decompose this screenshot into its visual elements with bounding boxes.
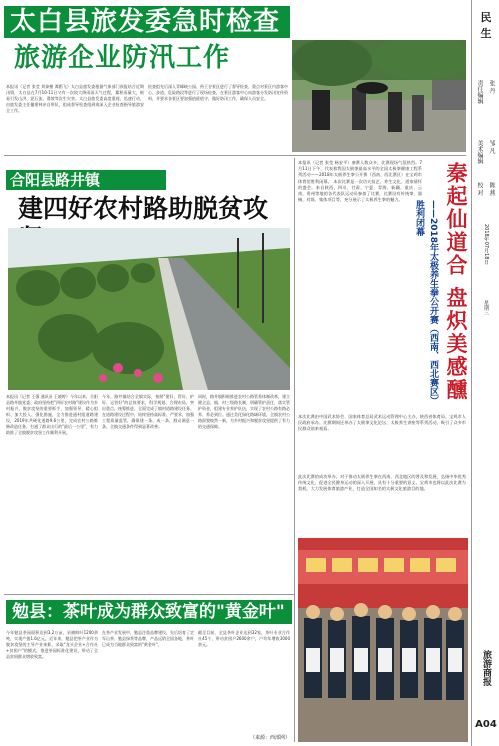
feature-body: 本次比赛是一次功夫技艺、养生文化、道家情怀的盛会。来自陕西、四川、甘肃、宁夏、青海、新疆、重庆、云南、贵州等地的各代表队运动员参加了比赛，比赛设有传统拳、器械、对练、集体项目等，充分展示了太极养生拳的魅力。 — [298, 178, 422, 203]
flood-check-photo — [292, 40, 466, 152]
ceremony-photo — [298, 538, 468, 742]
article-4-col-2: 在茶产业发展中，勉县注重品牌建设，先后培育了定军山茶、勉县绿茶等品牌，产品远销全国各地，茶叶已成为当地群众致富的"黄金叶"。 — [102, 630, 194, 647]
designer-name: 邹 凡 — [488, 140, 495, 154]
divider — [4, 155, 466, 156]
feature-col-2: 本次比赛由中国武术协会、国家体育总局武术运动管理中心主办，陕西省体育局、宝鸡市人民政府承办。比赛期间还举办了太极拳文化论坛、太极养生讲座等系列活动，吸引了众多市民群众前来观看。 — [298, 414, 466, 432]
feature-col-3: 此次比赛的成功举办，对于推动太极养生拳在西南、西北地区的普及和发展，弘扬中华优秀传统文化，促进全民健身运动的深入开展，具有十分重要的意义。宝鸡市也将以此次比赛为契机，大力发展体育旅游产业，打造全国知名的太极文化旅游目的地。 — [298, 474, 466, 492]
proof-name: 陈 燕 — [488, 182, 495, 196]
article-3-col-2: 今年，路井镇结合全镇实际，按照"建好、管好、护好、运营好"的总体要求，科学规划、合理布局，突出重点，统筹推进，全面完成了镇村道路建设任务。在道路建设过程中，始终坚持高标准、严要求，加强工程质量监管，确保建一条、成一条、群众满意一条，全镇交通条件得到显著改善。 — [102, 394, 194, 429]
feature-vertical-title: 秦起仙道合 盘炽美感醺 — [444, 162, 468, 402]
editor-label: 责任编辑 — [476, 80, 483, 104]
source-4: （来源：西部网） — [249, 735, 290, 741]
article-4-col-1: 今年勉县茶园面积达到3.2万亩，采摘鲜叶1200余吨，实现产值1.6亿元。近年来，勉县把茶产业作为脱贫攻坚的主导产业来抓，采取"龙头企业+合作社+贫困户"的模式，推进茶园标准化建设，带动了全县贫困群众增收致富。 — [6, 630, 98, 659]
road-photo — [8, 228, 290, 390]
article-1-col-1: 本报讯（记者 张莹 刘泰楷 谭鸥飞）太白县旅发委根据气象部门预报结合近期汛情，太白县在7月10-11日又有一次较大降雨雨天气过程，累积雨量大，极易引发山洪、泥石流、滑坡等次生灾害。太白县旅发委高度重视，迅速行动，由旅发委主任徽建林亲自带队，组成督导检查组到南深入企业检查指导旅游安全工作。 — [6, 84, 144, 113]
proof-label: 校 对 — [476, 182, 483, 196]
headline-1: 太白县旅发委急时检查 — [10, 7, 281, 37]
article-4-col-3: 截至目前，全县茶叶企业达到32家，茶叶专业合作社45个，带动贫困户2600余户，户均年增收3000余元。 — [198, 630, 290, 647]
headline-3: 建四好农村路助脱贫攻 — [18, 194, 269, 223]
article-1-col-2: 检查组先后深入青峰峡公园、药王谷景区进行了督导检查，重点对景区内游客中心、步道、危险路段等进行了现场检查，在景区游客中心向游客分发防汛宣传资料，并要求各景区要加强值班值守，做好防汛工作，确保人员安全。 — [148, 84, 288, 101]
feature-col-1 — [298, 160, 422, 410]
headline-banner-1 — [4, 6, 290, 38]
divider — [4, 594, 294, 595]
designer-label: 美术编辑 — [476, 140, 483, 164]
page-sidebar — [471, 0, 499, 746]
feature-byline: 本报讯（记者 张莹 杨安平）参赛人数众多，比赛现场气氛热烈。7月11日下午，代表着我国太极拳最高水平的全国太极拳健康工程系列活动——2018年太极养生拳公开赛（西南、西北赛区）在宝鸡市体育馆胜利闭幕。 — [298, 160, 422, 184]
article-3-col-1: 本报讯（记者 王强 通讯员 王晓婷）今年以来，合阳县路井镇党委、政府坚持把"四好农村路"建设作为乡村振兴、脱贫攻坚的重要抓手，加强领导、精心组织、加大投入、强化措施，全力推进通村组道路建设，2019年共硬化道路9.6公里，完成农村公路维修改造任务，打通了群众出行的"最后一公里"，有力助推了全镇脱贫攻坚工作顺利开展。 — [6, 394, 98, 435]
page-number: A04 — [475, 719, 497, 730]
section-name: 民 生 — [480, 11, 492, 40]
issue-date: 2018年07月18日 — [483, 224, 489, 265]
paper-name: 旅游商报 — [481, 650, 491, 686]
headline-2: 旅游企业防汛工作 — [14, 43, 231, 73]
headline-4: 勉县：茶叶成为群众致富的"黄金叶" — [6, 600, 292, 624]
column-divider — [294, 158, 295, 742]
article-3-col-3: 同时，路井镇积极推进农村公路管养体制改革，建立健全县、镇、村三级路长制，明确管护责任，落实管护资金，组建专业养护队伍，实现了农村公路有路必养、养必到位。通过美化绿化路域环境，全镇农村公路面貌焕然一新，为乡村振兴和脱贫攻坚提供了有力的交通保障。 — [198, 394, 290, 429]
issue-weekday: 星期三 — [483, 300, 489, 315]
feature-subtitle: ——2018年太极养生拳公开赛（西南、西北赛区）胜利闭幕 — [414, 200, 438, 406]
section-tag: 合阳县路井镇 — [6, 170, 166, 190]
editor-name: 张 丹 — [488, 80, 495, 94]
